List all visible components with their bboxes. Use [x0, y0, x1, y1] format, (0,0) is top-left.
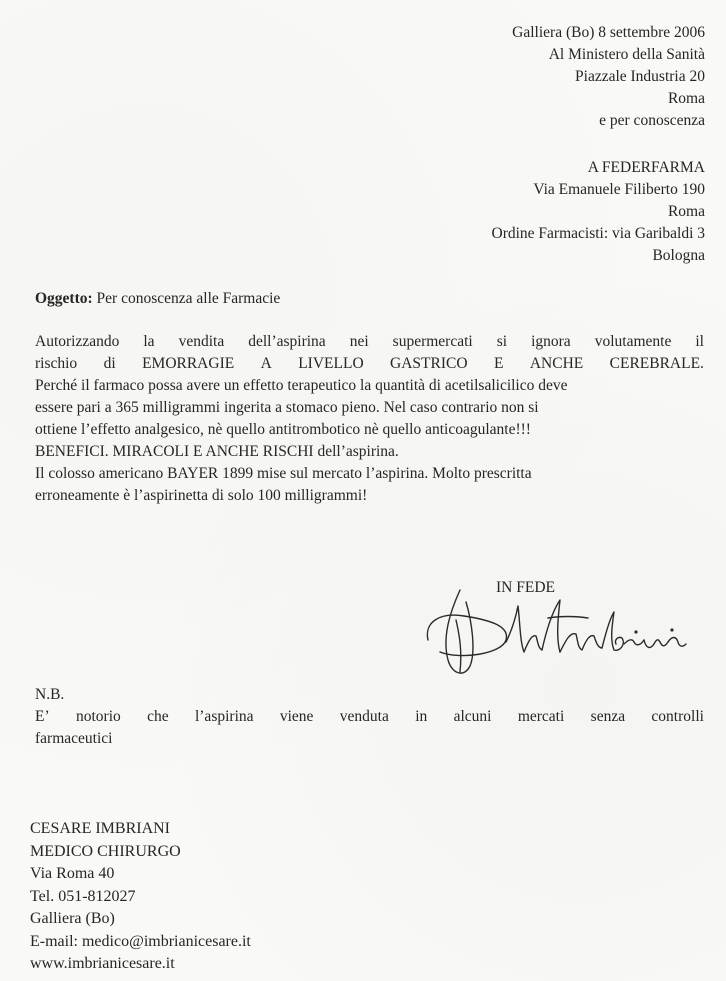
nb-word: controlli	[651, 708, 704, 725]
nb-word: alcuni	[453, 708, 492, 725]
body-word: vendita	[178, 333, 225, 350]
body-word: A	[260, 355, 272, 372]
nb-line-2: farmaceutici	[35, 730, 113, 747]
recipient-line: e per conoscenza	[599, 112, 705, 129]
sender-website: www.imbrianicesare.it	[30, 955, 175, 972]
sender-street: Via Roma 40	[30, 865, 115, 882]
body-line-3: Perché il farmaco possa avere un effetto terapeutico la quantità di acetilsalicilico deve	[35, 377, 568, 394]
recipient-line: Al Ministero della Sanità	[548, 46, 705, 63]
recipient-address-block	[512, 22, 705, 132]
nb-word: mercati	[517, 708, 565, 725]
cc-address-block	[492, 157, 706, 267]
body-line-6: BENEFICI. MIRACOLI E ANCHE RISCHI dell’aspirina.	[35, 443, 399, 460]
nb-word: in	[415, 708, 428, 725]
body-word: GASTRICO	[390, 355, 468, 372]
body-line-5: ottiene l’effetto analgesico, nè quello antitrombotico nè quello anticoagulante!!!	[35, 421, 531, 438]
nb-line-1	[35, 706, 704, 728]
body-line-7: Il colosso americano BAYER 1899 mise sul mercato l’aspirina. Molto prescritta	[35, 465, 532, 482]
sender-title: MEDICO CHIRURGO	[30, 842, 181, 860]
nb-word: l’aspirina	[194, 708, 254, 725]
body-word: supermercati	[392, 333, 473, 350]
nb-word: senza	[590, 708, 626, 725]
subject-line	[35, 288, 280, 310]
body-word: ANCHE	[529, 355, 584, 372]
body-word: LIVELLO	[298, 355, 364, 372]
body-line-8: erroneamente è l’aspirinetta di solo 100 milligrammi!	[35, 487, 368, 504]
nb-word: E’	[35, 708, 50, 725]
handwritten-signature	[420, 582, 690, 692]
body-word: nei	[349, 333, 369, 350]
cc-line: A FEDERFARMA	[587, 159, 705, 176]
sender-email: E-mail: medico@imbrianicesare.it	[30, 932, 251, 950]
nb-word: notorio	[75, 708, 121, 725]
body-word: il	[695, 333, 704, 350]
sender-phone: Tel. 051-812027	[30, 887, 136, 905]
nota-bene	[35, 684, 704, 750]
recipient-line: Piazzale Industria 20	[575, 68, 705, 85]
sender-city: Galliera (Bo)	[30, 910, 115, 927]
cc-line: Ordine Farmacisti: via Garibaldi 3	[491, 225, 705, 242]
cc-line: Via Emanuele Filiberto 190	[533, 181, 705, 198]
place-date: Galliera (Bo) 8 settembre 2006	[512, 24, 705, 41]
recipient-line: Roma	[667, 90, 705, 107]
body-word: E	[493, 355, 504, 372]
body-word: Autorizzando	[35, 333, 120, 350]
nb-word: che	[147, 708, 169, 725]
nb-label: N.B.	[35, 686, 65, 703]
body-word: ignora	[531, 333, 571, 350]
subject-text: Per conoscenza alle Farmacie	[96, 290, 281, 307]
body-line-2	[35, 353, 704, 375]
body-word: di	[103, 355, 116, 372]
sender-name: CESARE IMBRIANI	[30, 820, 171, 837]
body-word: volutamente	[594, 333, 672, 350]
body-word: CEREBRALE.	[609, 355, 704, 372]
nb-word: viene	[279, 708, 314, 725]
body-line-4: essere pari a 365 milligrammi ingerita a stomaco pieno. Nel caso contrario non si	[35, 399, 539, 416]
body-line-1	[35, 331, 704, 353]
body-word: si	[496, 333, 508, 350]
subject-label: Oggetto:	[35, 290, 93, 307]
body-word: rischio	[35, 355, 78, 372]
cc-line: Bologna	[652, 247, 705, 264]
nb-word: venduta	[339, 708, 389, 725]
body-word: EMORRAGIE	[142, 355, 235, 372]
body-word: la	[143, 333, 155, 350]
sender-block	[30, 818, 251, 976]
letter-body	[35, 331, 704, 507]
cc-line: Roma	[667, 203, 705, 220]
body-word: dell’aspirina	[248, 333, 326, 350]
closing-text: IN FEDE	[496, 579, 555, 596]
